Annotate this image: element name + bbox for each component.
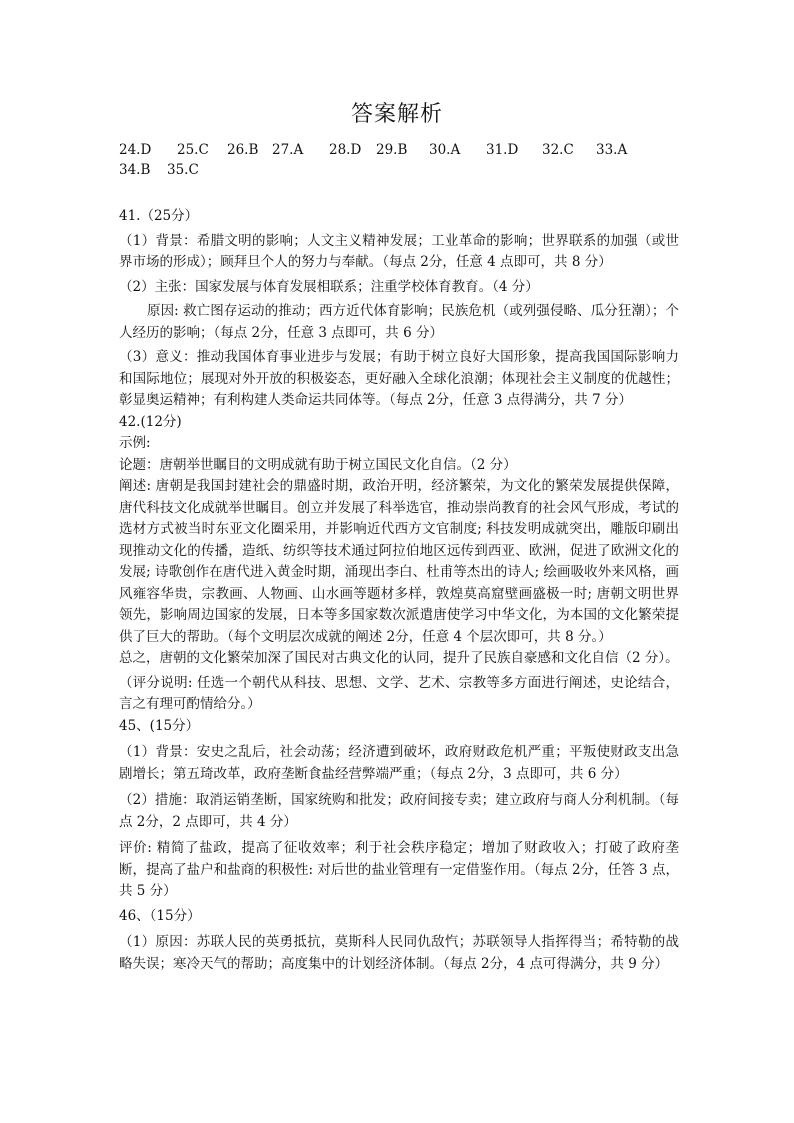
mc-answer: 34.B	[119, 162, 151, 178]
mc-answer: 25.C	[177, 142, 209, 158]
mc-answer: 28.D	[329, 142, 362, 158]
answer-content	[119, 206, 679, 975]
mc-answer: 31.D	[486, 142, 519, 158]
question-41	[119, 206, 679, 412]
question-header: 41.（25分）	[119, 208, 199, 224]
question-45	[119, 716, 679, 903]
answer-paragraph: （3）意义：推动我国体育事业进步与发展；有助于树立良好大国形象，提高我国国际影响力和国际地位；展现对外开放的积极姿态，更好融入全球化浪潮；体现社会主义制度的优越性；彰显奥运精神；有利构建人类命运共同体等。（每点 2分，任意 3 点得满分，共 7 分）	[119, 349, 679, 408]
answer-paragraph: （1）背景：希腊文明的影响；人文主义精神发展；工业革命的影响；世界联系的加强（或世界市场的形成）；顾拜旦个人的努力与奉献。（每点 2分，任意 4 点即可，共 8 分）	[119, 232, 679, 270]
answer-paragraph: 论题：唐朝举世瞩目的文明成就有助于树立国民文化自信。（2 分）	[119, 456, 517, 473]
question-header: 46、（15分）	[119, 907, 201, 924]
mc-answer: 26.B	[227, 142, 259, 158]
mc-answers-row-1	[119, 140, 627, 160]
page-title: 答案解析	[350, 102, 443, 127]
question-header: 45、(15分）	[119, 717, 200, 734]
mc-answer: 35.C	[167, 162, 199, 178]
question-46	[119, 906, 679, 976]
mc-answer: 27.A	[272, 142, 304, 158]
mc-answer: 33.A	[596, 142, 628, 158]
answer-paragraph: 阐述: 唐朝是我国封建社会的鼎盛时期，政治开明，经济繁荣，为文化的繁荣发展提供保障，唐代科技文化成就举世瞩目。创立并发展了科举选官，推动崇尚教育的社会风气形成，考试的选材方式被当时东亚文化圈采用，并影响近代西方文官制度; 科技发明成就突出，雕版印刷出现推动文化的传播，造纸、纺织等技术通过阿拉伯地区远传到西亚、欧洲，促进了欧洲文化的发展; 诗歌创作在唐代进入黄金时期，涌现出李白、杜甫等杰出的诗人; 绘画吸收外来风格，画风雍容华贵，宗教画、人物画、山水画等题材多样，敦煌莫高窟壁画盛极一时; 唐朝文明世界领先，影响周边国家的发展，日本等多国家数次派遣唐使学习中华文化，为本国的文化繁荣提供了巨大的帮助。（每个文明层次成就的阐述 2分，任意 4 个层次即可，共 8 分。）	[119, 478, 679, 645]
mc-answers-row-2	[119, 160, 199, 180]
mc-answer: 32.C	[542, 142, 574, 158]
question-header: 42.(12分)	[119, 413, 182, 430]
answer-paragraph: 原因: 救亡图存运动的推动；西方近代体育影响；民族危机（或列强侵略、瓜分狂潮）；个人经历的影响；（每点 2分，任意 3 点即可，共 6 分）	[119, 303, 679, 341]
example-label: 示例:	[119, 435, 151, 451]
scoring-note: （评分说明: 任选一个朝代从科技、思想、文学、艺术、宗教等多方面进行阐述，史论结合，言之有理可酌情给分。）	[119, 674, 679, 712]
answer-paragraph: （2）主张：国家发展与体育发展相联系；注重学校体育教育。（4 分）	[119, 278, 539, 295]
answer-paragraph: （1）背景：安史之乱后，社会动荡；经济遭到破坏，政府财政危机严重；平叛使财政支出急剧增长；第五琦改革，政府垄断食盐经营弊端严重；（每点 2分，3 点即可，共 6 分）	[119, 744, 679, 782]
mc-answer: 24.D	[119, 142, 152, 158]
answer-paragraph: 总之，唐朝的文化繁荣加深了国民对古典文化的认同，提升了民族自豪感和文化自信（2 分）。	[119, 650, 679, 666]
question-42	[119, 412, 679, 716]
mc-answer: 29.B	[376, 142, 408, 158]
answer-paragraph: 评价: 精简了盐政，提高了征收效率；利于社会秩序稳定；增加了财政收入；打破了政府垄断，提高了盐户和盐商的积极性: 对后世的盐业管理有一定借鉴作用。（每点 2分，任答 3 点，共 5 分）	[119, 840, 679, 899]
answer-paragraph: （2）措施：取消运销垄断，国家统购和批发；政府间接专卖；建立政府与商人分利机制。（每点 2分，2 点即可，共 4 分）	[119, 792, 679, 830]
answer-paragraph: （1）原因：苏联人民的英勇抵抗，莫斯科人民同仇敌忾；苏联领导人指挥得当；希特勒的战略失误；寒冷天气的帮助；高度集中的计划经济体制。（每点 2分，4 点可得满分，共 9 分）	[119, 934, 679, 972]
mc-answer: 30.A	[429, 142, 461, 158]
